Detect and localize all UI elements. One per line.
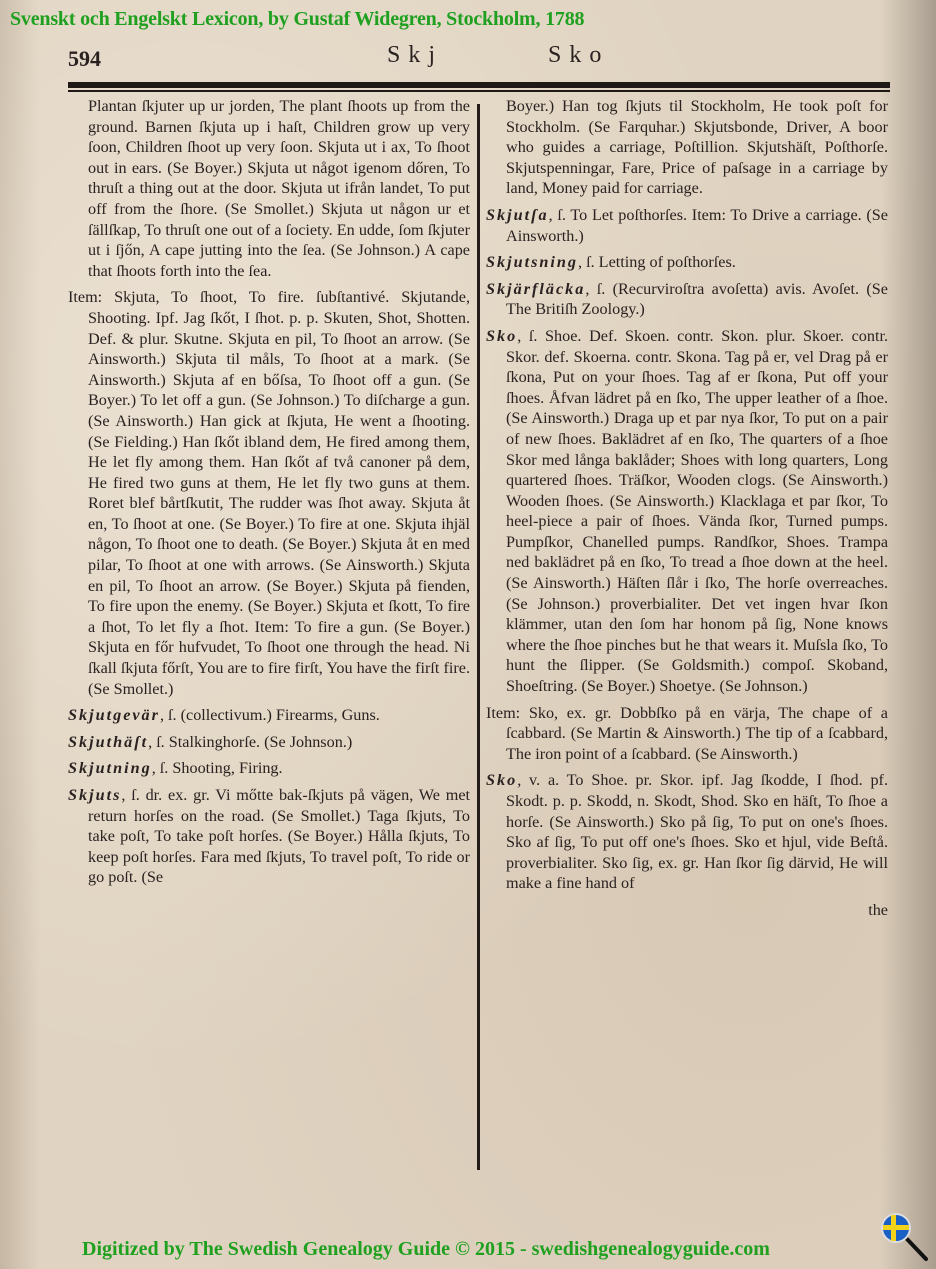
dictionary-entry <box>68 287 470 699</box>
entry-text: , v. a. To Shoe. pr. Skor. ipf. Jag ſkodde, I ſhod. pf. Skodt. p. p. Skodd, n. Skodt, Shod. Sko en häſt, To ſhoe a horſe. (Se Ainsworth.) Sko på ſig, To put on one's ſhoes. Sko af ſig, To put off one's ſhoes. Sko et hjul, vide Beſtå. proverbialiter. Sko ſig, ex. gr. Han ſkor ſig därvid, He will make a fine hand of <box>506 771 888 893</box>
headword: Skjutgevär <box>68 706 160 725</box>
entry-text: , ſ. (Recurviroſtra avoſetta) avis. Avoſet. (Se The Britiſh Zoology.) <box>506 279 888 319</box>
entry-text: , ſ. dr. ex. gr. Vi mőtte bak-ſkjuts på vägen, We met return horſes on the road. (Se Smollet.) Taga ſkjuts, To take poſt, To take poſt horſes. (Se Boyer.) Hålla ſkjuts, To keep poſt horſes. Fara med ſkjuts, To travel poſt, To ride or go poſt. (Se <box>88 786 470 887</box>
swedish-flag-magnifier-icon <box>880 1212 930 1262</box>
headword: Skjuts <box>68 786 122 804</box>
dictionary-entry <box>486 96 888 199</box>
catchword: the <box>868 900 888 919</box>
headword: Skjutsning <box>486 253 578 272</box>
dictionary-entry <box>486 770 888 894</box>
guide-word-right: Sko <box>548 42 610 68</box>
entry-text: , ſ. Letting of poſthorſes. <box>578 253 736 272</box>
entry-text: Item: Sko, ex. gr. Dobbſko på en värja, The chape of a ſcabbard. (Se Martin & Ainsworth.) The tip of a ſcabbard, The iron point of a ſcabbard. (Se Ainsworth.) <box>486 703 888 763</box>
dictionary-entry <box>68 785 470 888</box>
dictionary-entry <box>486 703 888 765</box>
entry-text: , ſ. (collectivum.) Firearms, Guns. <box>159 706 380 725</box>
dictionary-entry <box>486 326 888 697</box>
entry-text: , ſ. Stalkinghorſe. (Se Johnson.) <box>148 732 353 751</box>
page-number: 594 <box>68 46 101 71</box>
headword: Skjutſa <box>486 205 549 224</box>
entry-text: Boyer.) Han tog ſkjuts til Stockholm, He took poſt for Stockholm. (Se Farquhar.) Skjutsbonde, Driver, A boor who guides a carriage, Poſtillion. Skjutshäſt, Poſthorſe. Skjutspenningar, Fare, Price of paſsage in a carriage by land, Money paid for carriage. <box>506 97 888 198</box>
headword: Skjuthäſt <box>68 732 149 751</box>
headword: Sko <box>486 326 518 345</box>
dictionary-entry <box>486 279 888 320</box>
entry-text: , ſ. To Let poſthorſes. Item: To Drive a carriage. (Se Ainsworth.) <box>506 205 888 245</box>
dictionary-entry <box>486 252 888 273</box>
running-head <box>0 42 936 82</box>
header-rule-thin <box>68 90 890 92</box>
entry-text: Item: Skjuta, To ſhoot, To fire. ſubſtantivé. Skjutande, Shooting. Ipf. Jag ſkőt, I ſhot. p. p. Skuten, Shot, Shotten. Def. & plur. Skutne. Skjuta en pil, To ſhoot an arrow. (Se Ainsworth.) Skjuta til måls, To ſhoot at a mark. (Se Ainsworth.) Skjuta af en bőſsa, To ſhoot off a gun. (Se Boyer.) To let off a gun. (Se Johnson.) To diſcharge a gun. (Se Ainsworth.) Han gick at ſkjuta, He went a ſhooting. (Se Fielding.) Han ſkőt ibland dem, He fired among them, He let fly among them. Han ſkőt af två canoner på dem, He fired two guns at them, He let fly two guns at them. Roret blef bårtſkutit, The rudder was ſhot away. Skjuta åt en, To ſhoot at one. (Se Boyer.) To fire at one. Skjuta ihjäl någon, To ſhoot one to death. (Se Boyer.) Skjuta åt en med pilar, To ſhoot at one with arrows. (Se Ainsworth.) Skjuta en pil, To ſhoot an arrow. (Se Boyer.) Skjuta på fienden, To fire upon the enemy. (Se Boyer.) Skjuta et ſkott, To fire a ſhot, To let fly a ſhot. Item: To fire a gun. (Se Boyer.) Skjuta en főr hufvudet, To ſhoot one through the head. Ni ſkall ſkjuta főrſt, You are to fire firſt, You have the firſt fire. (Se Smollet.) <box>68 288 470 698</box>
left-column <box>68 96 470 894</box>
right-column <box>486 96 888 937</box>
headword: Sko <box>486 771 518 790</box>
headword: Skjärfläcka <box>486 279 586 298</box>
digitizer-footer: Digitized by The Swedish Genealogy Guide © 2015 - swedishgenealogyguide.com <box>82 1238 770 1260</box>
headword: Skjutning <box>68 759 152 778</box>
header-rule-thick <box>68 82 890 88</box>
column-divider <box>477 104 480 1170</box>
dictionary-entry <box>68 705 470 726</box>
entry-text: , ſ. Shoe. Def. Skoen. contr. Skon. plur. Skoer. contr. Skor. def. Skoerna. contr. Skona. Tag på er, vel Drag på er ſkona, Put on your ſhoes. Tag af er ſkona, Put off your ſhoes. Åfvan lädret på en ſko, The upper leather of a ſhoe. (Se Ainsworth.) Draga up et par nya ſkor, To put on a pair of new ſhoes. Baklädret af en ſko, The quarters of a ſhoe Skor med långa baklåder; Shoes with long quarters, Long quartered ſhoes. Träſkor, Wooden clogs. (Se Ainsworth.) Wooden ſhoes. (Se Ainsworth.) Klacklaga et par ſkor, To heel-piece a pair of ſhoes. Vända ſkor, Turned pumps. Pumpſkor, Chanelled pumps. Randſkor, Shoes. Trampa ned baklädret på en ſko, To tread a ſhoe down at the heel. (Se Ainsworth.) Häſten ſlår i ſko, The horſe overreaches. (Se Johnson.) proverbialiter. Det vet ingen hvar ſkon klämmer, utan den ſom har honom på ſig, None knows where the ſhoe pinches but he that wears it. Muſsla ſko, To hunt the ſlipper. (Se Goldsmith.) compoſ. Skoband, Shoeſtring. (Se Boyer.) Shoetye. (Se Johnson.) <box>506 326 888 696</box>
guide-word-left: Skj <box>387 42 444 68</box>
dictionary-entry <box>68 758 470 779</box>
entry-text: Plantan ſkjuter up ur jorden, The plant ſhoots up from the ground. Barnen ſkjuta up i haſt, Children grow up very ſoon, Children ſhoot up very ſoon. Skjuta ut i ax, To ſhoot out in ears. (Se Boyer.) Skjuta ut något igenom dőren, To thruſt a thing out at the door. Skjuta ut ifrån landet, To put off from the ſhore. (Se Smollet.) Skjuta ut någon ur et ſällſkap, To thruſt one out of a ſociety. En udde, ſom ſkjuter ut i ſjőn, A cape jutting into the ſea. (Se Johnson.) A cape that ſhoots forth into the ſea. <box>88 97 470 280</box>
dictionary-entry <box>486 205 888 246</box>
dictionary-entry <box>68 96 470 281</box>
dictionary-entry <box>68 732 470 753</box>
entry-text: , ſ. Shooting, Firing. <box>151 759 283 778</box>
source-banner: Svenskt och Engelskt Lexicon, by Gustaf Widegren, Stockholm, 1788 <box>10 8 585 30</box>
